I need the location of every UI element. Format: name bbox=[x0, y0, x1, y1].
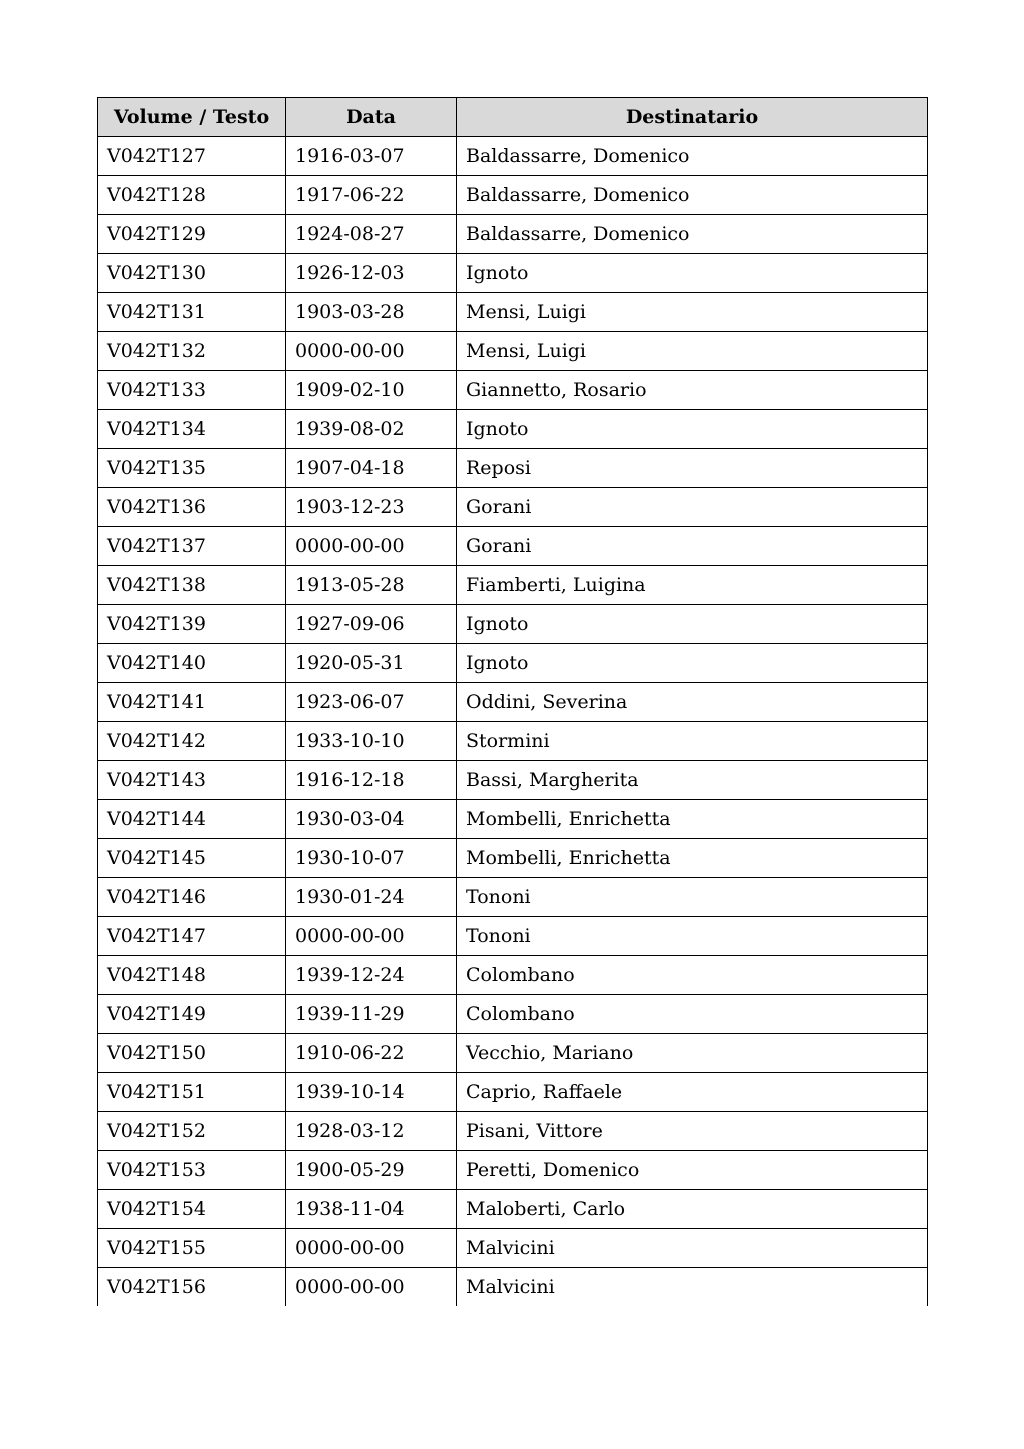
table-row bbox=[98, 332, 928, 371]
cell-volume-testo: V042T135 bbox=[98, 449, 286, 488]
cell-data: 1927-09-06 bbox=[286, 605, 457, 644]
cell-data: 1939-11-29 bbox=[286, 995, 457, 1034]
cell-volume-testo: V042T150 bbox=[98, 1034, 286, 1073]
cell-data: 1903-03-28 bbox=[286, 293, 457, 332]
cell-destinatario: Oddini, Severina bbox=[457, 683, 928, 722]
table-row bbox=[98, 1073, 928, 1112]
cell-volume-testo: V042T149 bbox=[98, 995, 286, 1034]
cell-data: 1939-08-02 bbox=[286, 410, 457, 449]
cell-destinatario: Gorani bbox=[457, 527, 928, 566]
letters-table bbox=[97, 97, 928, 1306]
table-row bbox=[98, 1229, 928, 1268]
column-header-volume-testo: Volume / Testo bbox=[98, 98, 286, 137]
cell-volume-testo: V042T140 bbox=[98, 644, 286, 683]
table-row bbox=[98, 1190, 928, 1229]
cell-destinatario: Giannetto, Rosario bbox=[457, 371, 928, 410]
cell-data: 1903-12-23 bbox=[286, 488, 457, 527]
table-row bbox=[98, 176, 928, 215]
cell-data: 0000-00-00 bbox=[286, 917, 457, 956]
cell-volume-testo: V042T146 bbox=[98, 878, 286, 917]
table-row bbox=[98, 644, 928, 683]
cell-volume-testo: V042T128 bbox=[98, 176, 286, 215]
cell-destinatario: Baldassarre, Domenico bbox=[457, 215, 928, 254]
table-row bbox=[98, 488, 928, 527]
cell-data: 1907-04-18 bbox=[286, 449, 457, 488]
cell-volume-testo: V042T141 bbox=[98, 683, 286, 722]
cell-volume-testo: V042T143 bbox=[98, 761, 286, 800]
cell-destinatario: Baldassarre, Domenico bbox=[457, 137, 928, 176]
table-row bbox=[98, 1034, 928, 1073]
cell-destinatario: Ignoto bbox=[457, 605, 928, 644]
cell-volume-testo: V042T147 bbox=[98, 917, 286, 956]
cell-volume-testo: V042T138 bbox=[98, 566, 286, 605]
cell-data: 1916-12-18 bbox=[286, 761, 457, 800]
cell-data: 1916-03-07 bbox=[286, 137, 457, 176]
cell-volume-testo: V042T136 bbox=[98, 488, 286, 527]
cell-data: 1930-01-24 bbox=[286, 878, 457, 917]
cell-data: 1939-10-14 bbox=[286, 1073, 457, 1112]
cell-destinatario: Mensi, Luigi bbox=[457, 293, 928, 332]
cell-destinatario: Stormini bbox=[457, 722, 928, 761]
table-row bbox=[98, 215, 928, 254]
cell-data: 0000-00-00 bbox=[286, 332, 457, 371]
cell-volume-testo: V042T142 bbox=[98, 722, 286, 761]
cell-destinatario: Peretti, Domenico bbox=[457, 1151, 928, 1190]
cell-volume-testo: V042T134 bbox=[98, 410, 286, 449]
cell-volume-testo: V042T144 bbox=[98, 800, 286, 839]
table-row bbox=[98, 917, 928, 956]
cell-destinatario: Ignoto bbox=[457, 410, 928, 449]
table-row bbox=[98, 839, 928, 878]
table-row bbox=[98, 293, 928, 332]
table-row bbox=[98, 956, 928, 995]
cell-volume-testo: V042T154 bbox=[98, 1190, 286, 1229]
cell-volume-testo: V042T156 bbox=[98, 1268, 286, 1307]
table-row bbox=[98, 722, 928, 761]
column-header-destinatario: Destinatario bbox=[457, 98, 928, 137]
cell-volume-testo: V042T145 bbox=[98, 839, 286, 878]
cell-destinatario: Mombelli, Enrichetta bbox=[457, 839, 928, 878]
table-row bbox=[98, 1112, 928, 1151]
cell-volume-testo: V042T152 bbox=[98, 1112, 286, 1151]
cell-data: 1938-11-04 bbox=[286, 1190, 457, 1229]
cell-destinatario: Vecchio, Mariano bbox=[457, 1034, 928, 1073]
cell-volume-testo: V042T133 bbox=[98, 371, 286, 410]
table-row bbox=[98, 371, 928, 410]
cell-volume-testo: V042T151 bbox=[98, 1073, 286, 1112]
table-row bbox=[98, 683, 928, 722]
cell-destinatario: Reposi bbox=[457, 449, 928, 488]
cell-data: 1900-05-29 bbox=[286, 1151, 457, 1190]
table-row bbox=[98, 527, 928, 566]
cell-destinatario: Caprio, Raffaele bbox=[457, 1073, 928, 1112]
cell-data: 1928-03-12 bbox=[286, 1112, 457, 1151]
cell-destinatario: Tononi bbox=[457, 917, 928, 956]
cell-volume-testo: V042T129 bbox=[98, 215, 286, 254]
cell-destinatario: Pisani, Vittore bbox=[457, 1112, 928, 1151]
cell-destinatario: Colombano bbox=[457, 956, 928, 995]
table-body bbox=[98, 137, 928, 1307]
cell-data: 1923-06-07 bbox=[286, 683, 457, 722]
table-row bbox=[98, 566, 928, 605]
table-row bbox=[98, 605, 928, 644]
cell-volume-testo: V042T132 bbox=[98, 332, 286, 371]
cell-data: 1917-06-22 bbox=[286, 176, 457, 215]
cell-destinatario: Gorani bbox=[457, 488, 928, 527]
cell-volume-testo: V042T155 bbox=[98, 1229, 286, 1268]
cell-data: 1930-03-04 bbox=[286, 800, 457, 839]
cell-destinatario: Ignoto bbox=[457, 254, 928, 293]
document-page bbox=[97, 97, 927, 1306]
table-header-row bbox=[98, 98, 928, 137]
cell-data: 0000-00-00 bbox=[286, 527, 457, 566]
cell-volume-testo: V042T153 bbox=[98, 1151, 286, 1190]
cell-data: 1913-05-28 bbox=[286, 566, 457, 605]
cell-destinatario: Baldassarre, Domenico bbox=[457, 176, 928, 215]
cell-destinatario: Malvicini bbox=[457, 1229, 928, 1268]
cell-data: 1930-10-07 bbox=[286, 839, 457, 878]
cell-data: 0000-00-00 bbox=[286, 1268, 457, 1307]
table-row bbox=[98, 761, 928, 800]
cell-volume-testo: V042T130 bbox=[98, 254, 286, 293]
column-header-data: Data bbox=[286, 98, 457, 137]
cell-data: 0000-00-00 bbox=[286, 1229, 457, 1268]
table-row bbox=[98, 1268, 928, 1307]
cell-destinatario: Ignoto bbox=[457, 644, 928, 683]
cell-destinatario: Mombelli, Enrichetta bbox=[457, 800, 928, 839]
table-row bbox=[98, 254, 928, 293]
cell-volume-testo: V042T131 bbox=[98, 293, 286, 332]
cell-data: 1933-10-10 bbox=[286, 722, 457, 761]
cell-data: 1910-06-22 bbox=[286, 1034, 457, 1073]
cell-destinatario: Bassi, Margherita bbox=[457, 761, 928, 800]
table-row bbox=[98, 137, 928, 176]
cell-volume-testo: V042T139 bbox=[98, 605, 286, 644]
table-row bbox=[98, 449, 928, 488]
cell-data: 1909-02-10 bbox=[286, 371, 457, 410]
cell-data: 1924-08-27 bbox=[286, 215, 457, 254]
table-row bbox=[98, 995, 928, 1034]
cell-volume-testo: V042T137 bbox=[98, 527, 286, 566]
cell-volume-testo: V042T148 bbox=[98, 956, 286, 995]
table-row bbox=[98, 410, 928, 449]
cell-volume-testo: V042T127 bbox=[98, 137, 286, 176]
cell-data: 1920-05-31 bbox=[286, 644, 457, 683]
cell-data: 1939-12-24 bbox=[286, 956, 457, 995]
cell-destinatario: Malvicini bbox=[457, 1268, 928, 1307]
cell-destinatario: Tononi bbox=[457, 878, 928, 917]
table-row bbox=[98, 1151, 928, 1190]
cell-destinatario: Colombano bbox=[457, 995, 928, 1034]
cell-destinatario: Mensi, Luigi bbox=[457, 332, 928, 371]
table-row bbox=[98, 800, 928, 839]
cell-destinatario: Fiamberti, Luigina bbox=[457, 566, 928, 605]
table-row bbox=[98, 878, 928, 917]
cell-destinatario: Maloberti, Carlo bbox=[457, 1190, 928, 1229]
cell-data: 1926-12-03 bbox=[286, 254, 457, 293]
